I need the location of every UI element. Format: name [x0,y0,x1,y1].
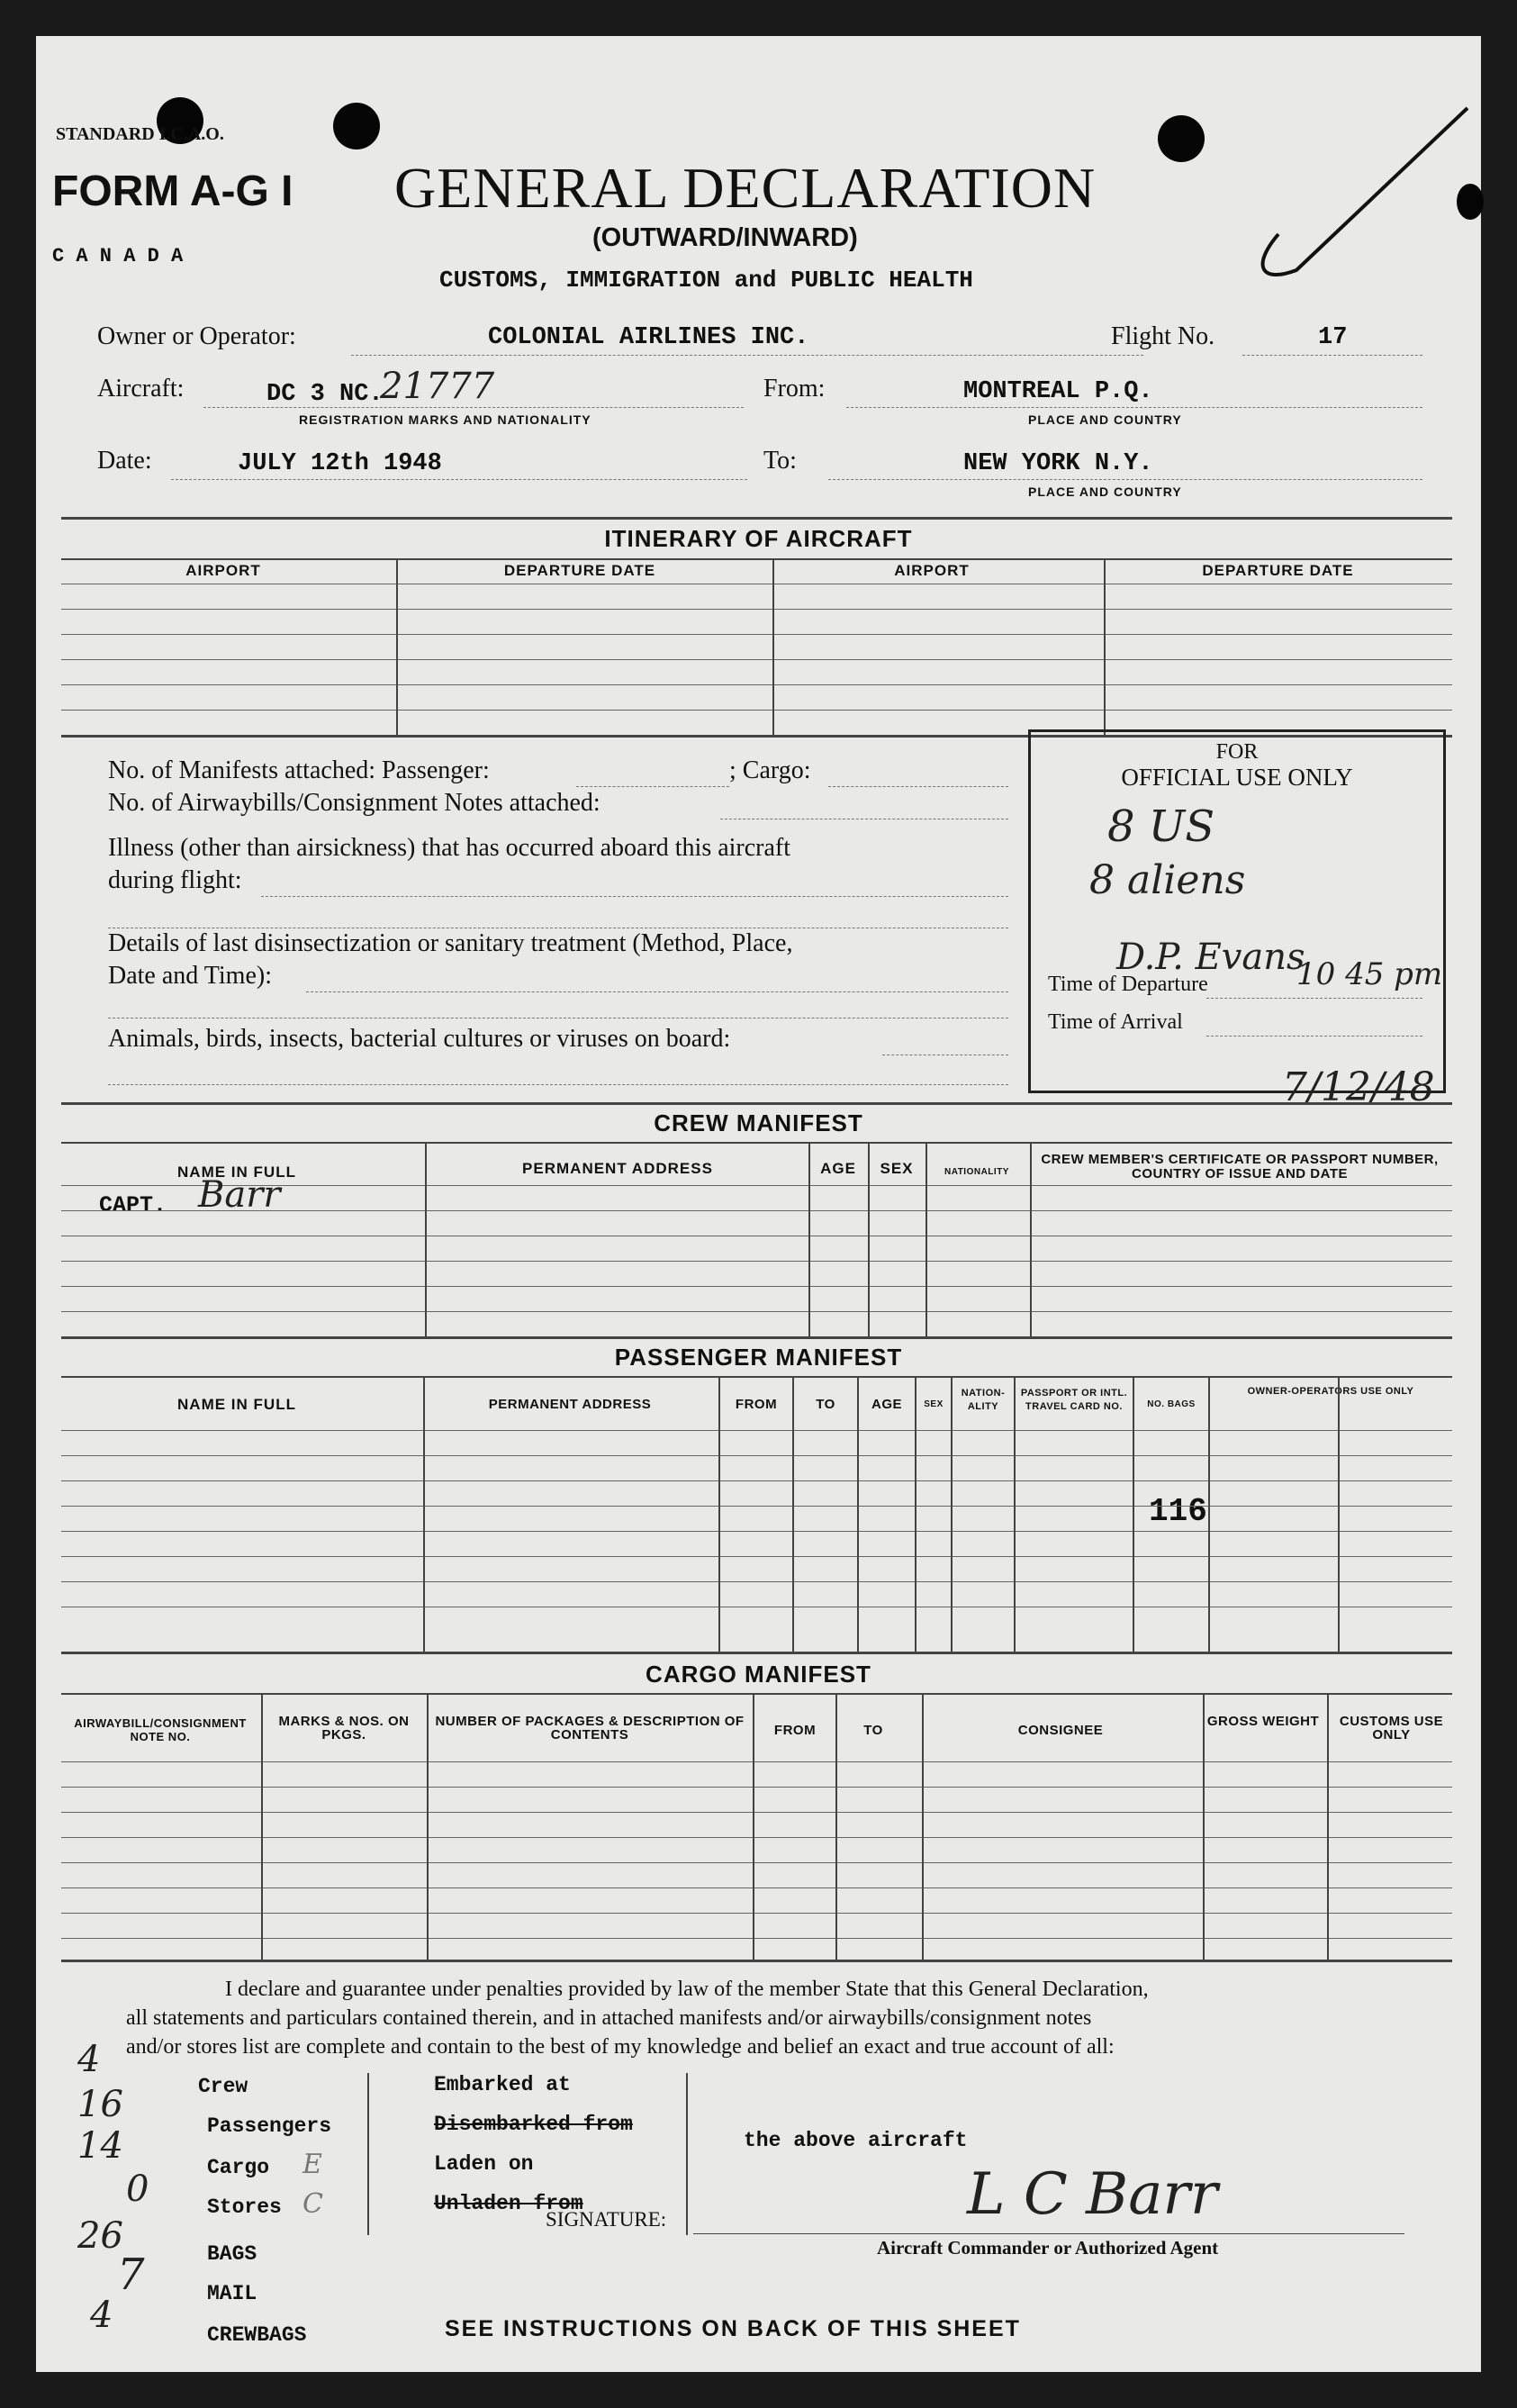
from-caption: PLACE AND COUNTRY [1028,412,1182,427]
to-line [828,479,1422,480]
crew-col-nationality: NATIONALITY [944,1167,1009,1177]
tally-cargo-label: Cargo [207,2156,270,2179]
status-aircraft: the above aircraft [744,2129,968,2152]
status-disembarked: Disembarked from [434,2113,633,2136]
tally-crewbags-count: 4 [90,2295,113,2336]
cargo-col-to: TO [863,1723,883,1738]
official-hand-signature: D.P. Evans [1116,937,1305,978]
declaration-line-3: and/or stores list are complete and contain to the best of my knowledge and belief an exact and true account of all: [126,2035,1115,2059]
manifests-label: No. of Manifests attached: Passenger: [108,756,490,784]
cargo-col-customs: CUSTOMS USE ONLY [1339,1714,1444,1743]
cargo-col-from: FROM [773,1723,817,1738]
tally-passengers-label: Passengers [207,2114,332,2138]
passenger-col-from: FROM [735,1397,778,1412]
tally-bags-label: BAGS [207,2242,257,2266]
passenger-col-nationality: NATION-ALITY [961,1388,1006,1412]
status-embarked: Embarked at [434,2073,571,2096]
punch-hole [1158,115,1205,162]
disinsect-label-2: Date and Time): [108,962,272,990]
punch-hole [333,103,380,149]
crew-col-certificate: CREW MEMBER'S CERTIFICATE OR PASSPORT NUMBER, COUNTRY OF ISSUE AND DATE [1041,1152,1439,1181]
cargo-col-marks: MARKS & NOS. ON PKGS. [278,1714,410,1743]
crew-col-sex: SEX [880,1160,914,1177]
owner-value: COLONIAL AIRLINES INC. [488,324,809,351]
passenger-col-age: AGE [871,1397,902,1412]
crew-row1-name: Barr [198,1174,281,1216]
tally-bags-count: 26 [77,2215,123,2257]
cargo-col-airwaybill: AIRWAYBILL/CONSIGNMENT NOTE NO. [74,1716,247,1743]
flight-label: Flight No. [1111,322,1215,350]
departure-time-label: Time of Departure [1048,973,1208,996]
flight-value: 17 [1318,324,1348,351]
tally-cargo-mark: E [302,2149,322,2180]
declaration-form [36,36,1481,2372]
official-hand-date: 7/12/48 [1282,1064,1435,1110]
itinerary-col-airport-2: AIRPORT [894,562,970,579]
crew-col-age: AGE [820,1160,856,1177]
from-value: MONTREAL P.Q. [963,378,1153,405]
to-value: NEW YORK N.Y. [963,450,1153,477]
passenger-col-bags: NO. BAGS [1147,1399,1196,1409]
cargo-col-weight: GROSS WEIGHT [1206,1714,1320,1729]
passenger-col-sex: SEX [924,1399,944,1409]
status-unladen: Unladen from [434,2192,583,2215]
passenger-count: 116 [1149,1493,1207,1530]
page-title: GENERAL DECLARATION [394,156,1097,220]
passenger-col-owner: OWNER-OPERATORS USE ONLY [1247,1386,1414,1397]
official-hand-aliens: 8 aliens [1089,857,1246,903]
tally-stores-mark: C [302,2188,323,2220]
tally-crew-count: 4 [77,2039,101,2080]
aircraft-label: Aircraft: [97,375,185,403]
crew-title: CREW MANIFEST [654,1109,863,1136]
cargo-col-packages: NUMBER OF PACKAGES & DESCRIPTION OF CONTENTS [435,1714,745,1743]
checkmark-icon [1242,99,1476,297]
date-line [171,479,747,480]
signature-hand: L C Barr [967,2161,1218,2228]
itinerary-col-airport: AIRPORT [185,562,261,579]
arrival-time-label: Time of Arrival [1048,1010,1183,1034]
passenger-title: PASSENGER MANIFEST [614,1344,903,1371]
cargo-title: CARGO MANIFEST [646,1661,871,1688]
departure-time-hand: 10 45 pm [1296,956,1443,992]
illness-label: Illness (other than airsickness) that has occurred aboard this aircraft [108,834,791,862]
passenger-col-to: TO [816,1397,835,1412]
direction-label: (OUTWARD/INWARD) [592,223,858,252]
cargo-col-consignee: CONSIGNEE [1017,1723,1104,1738]
from-line [846,407,1422,408]
official-use-title: OFFICIAL USE ONLY [1121,764,1353,791]
crew-col-name: NAME IN FULL [177,1163,296,1181]
cargo-label: ; Cargo: [729,756,811,784]
tally-stores-count: 0 [126,2168,149,2210]
tally-crewbags-label: CREWBAGS [207,2323,307,2347]
footer-instructions: SEE INSTRUCTIONS ON BACK OF THIS SHEET [445,2316,1021,2341]
owner-line [351,355,1143,356]
disinsect-label: Details of last disinsectization or sanitary treatment (Method, Place, [108,929,793,957]
flight-line [1242,355,1422,356]
form-number: FORM A-G I [52,167,293,215]
aircraft-caption: REGISTRATION MARKS AND NATIONALITY [299,412,591,427]
signature-caption: Aircraft Commander or Authorized Agent [877,2237,1219,2259]
tally-cargo-count: 14 [77,2125,123,2167]
status-laden: Laden on [434,2152,534,2176]
tally-mail-label: MAIL [207,2282,257,2305]
tally-crew-label: Crew [198,2075,248,2098]
signature-label: SIGNATURE: [546,2208,667,2231]
official-hand-us: 8 US [1107,801,1215,852]
aircraft-handwritten: 21777 [380,366,495,407]
standard-label: STANDARD I.C.A.O. [56,124,224,144]
to-caption: PLACE AND COUNTRY [1028,484,1182,499]
itinerary-col-departure: DEPARTURE DATE [503,562,656,579]
declaration-line-2: all statements and particulars contained therein, and in attached manifests and/or airwaybills/consignment notes [126,2006,1092,2030]
itinerary-col-departure-2: DEPARTURE DATE [1202,562,1354,579]
airwaybills-label: No. of Airwaybills/Consignment Notes attached: [108,789,600,817]
aircraft-value: DC 3 NC. [266,381,384,408]
country-label: C A N A D A [52,245,184,267]
tally-passengers-count: 16 [77,2084,123,2125]
crew-col-address: PERMANENT ADDRESS [522,1160,713,1177]
date-label: Date: [97,447,152,475]
declaration-line-1: I declare and guarantee under penalties provided by law of the member State that this General Declaration, [225,1978,1149,2001]
passenger-col-address: PERMANENT ADDRESS [488,1397,652,1412]
crew-row1-title: CAPT. [99,1192,167,1218]
passenger-col-name: NAME IN FULL [177,1396,296,1413]
date-value: JULY 12th 1948 [238,450,442,477]
owner-label: Owner or Operator: [97,322,296,350]
itinerary-title: ITINERARY OF AIRCRAFT [604,525,913,552]
passenger-col-passport: PASSPORT OR INTL. TRAVEL CARD NO. [1020,1388,1128,1412]
tally-mail-count: 7 [117,2250,145,2300]
tally-stores-label: Stores [207,2195,282,2219]
illness-label-2: during flight: [108,866,242,894]
subtitle: CUSTOMS, IMMIGRATION and PUBLIC HEALTH [439,267,973,294]
from-label: From: [763,375,826,403]
to-label: To: [763,447,797,475]
animals-label: Animals, birds, insects, bacterial cultures or viruses on board: [108,1025,731,1053]
official-use-for: FOR [1215,740,1259,764]
